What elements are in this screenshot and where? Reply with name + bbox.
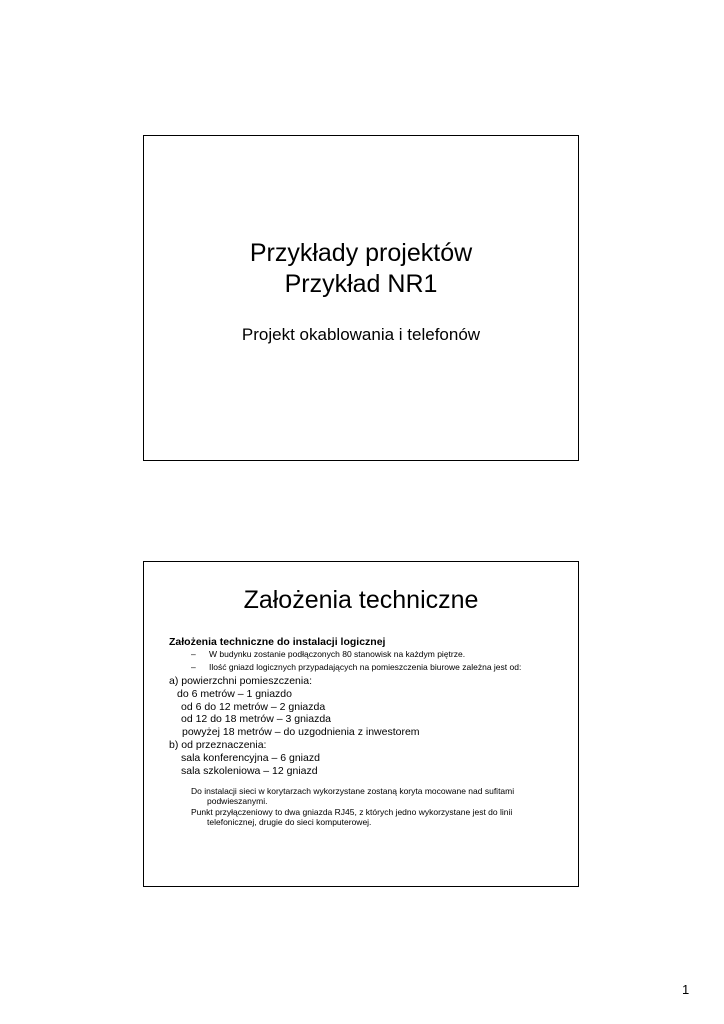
purpose-option: sala konferencyjna – 6 gniazd	[181, 751, 320, 764]
note: Do instalacji sieci w korytarzach wykorzystane zostaną koryta mocowane nad sufitami podwieszanymi.	[191, 786, 515, 806]
area-option: od 6 do 12 metrów – 2 gniazda	[181, 700, 326, 713]
area-option: do 6 metrów – 1 gniazdo	[177, 687, 292, 700]
dash-bullet: –	[191, 661, 196, 672]
notes	[169, 787, 560, 827]
slide-1-title-line-2: Przykład NR1	[284, 270, 438, 298]
list-item	[169, 663, 560, 673]
slide-1	[143, 135, 579, 461]
slide-2-title: Założenia techniczne	[243, 586, 479, 614]
criterion-area-heading: a) powierzchni pomieszczenia:	[169, 675, 312, 687]
criterion-purpose-heading: b) od przeznaczenia:	[169, 738, 267, 751]
slide-2	[143, 561, 579, 887]
slide-1-title	[144, 238, 578, 300]
dash-bullet: –	[191, 649, 196, 659]
slide-2-heading: Założenia techniczne do instalacji logicznej	[169, 636, 386, 648]
slide-1-subtitle: Projekt okablowania i telefonów	[241, 325, 481, 344]
list-item-text: Ilość gniazd logicznych przypadających na pomieszczenia biurowe zależna jest od:	[209, 661, 522, 672]
slide-2-content	[169, 636, 560, 829]
note: Punkt przyłączeniowy to dwa gniazda RJ45, z których jedno wykorzystane jest do linii telefonicznej, drugie do sieci komputerowej.	[191, 807, 513, 827]
list-item-text: W budynku zostanie podłączonych 80 stanowisk na każdym piętrze.	[209, 649, 466, 659]
area-option: od 12 do 18 metrów – 3 gniazda	[181, 713, 332, 726]
purpose-option: sala szkoleniowa – 12 gniazd	[181, 764, 318, 777]
list-item	[169, 650, 560, 660]
area-option: powyżej 18 metrów – do uzgodnienia z inwestorem	[182, 726, 420, 739]
page-number: 1	[682, 982, 690, 997]
slide-1-title-line-1: Przykłady projektów	[249, 239, 473, 267]
dash-list	[169, 650, 560, 672]
